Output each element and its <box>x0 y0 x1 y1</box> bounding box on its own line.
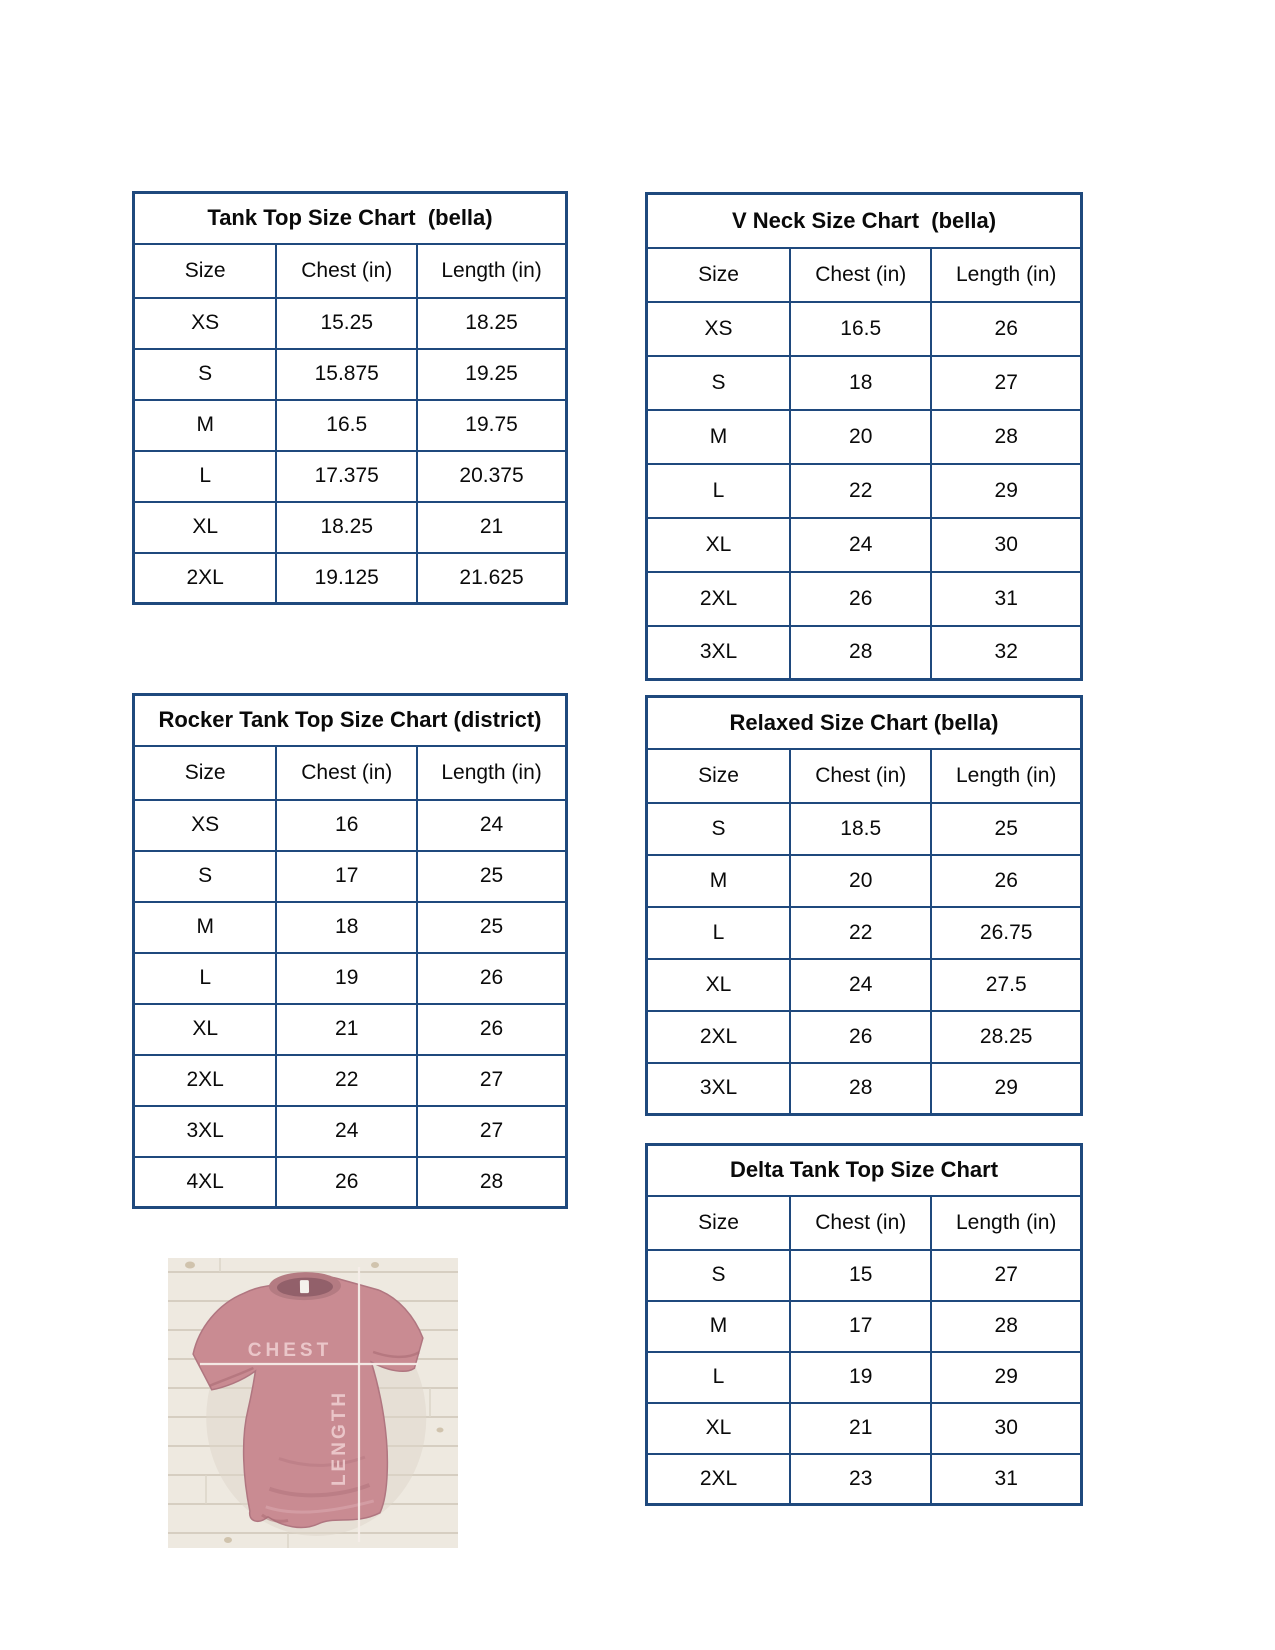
size-chart-table <box>645 695 1083 1116</box>
table-row <box>647 464 1082 518</box>
size-chart-table <box>132 693 568 1209</box>
table-cell: 22 <box>790 464 931 518</box>
table-cell: 23 <box>790 1454 931 1505</box>
chest-label: CHEST <box>247 1340 333 1361</box>
column-header: Length (in) <box>417 244 566 298</box>
table-cell: 26.75 <box>931 907 1081 959</box>
table-cell: 29 <box>931 464 1081 518</box>
table-cell: S <box>647 803 791 855</box>
table-row <box>647 907 1082 959</box>
table-header-row <box>647 749 1082 803</box>
table-cell: 16.5 <box>276 400 417 451</box>
table-cell: 15.875 <box>276 349 417 400</box>
table-cell: 3XL <box>647 1063 791 1115</box>
table-cell: 28 <box>790 1063 931 1115</box>
table-row <box>134 553 567 604</box>
table-cell: 16.5 <box>790 302 931 356</box>
table-cell: 24 <box>276 1106 417 1157</box>
table-header-row <box>134 244 567 298</box>
table-cell: 3XL <box>134 1106 277 1157</box>
table-cell: 2XL <box>647 1454 791 1505</box>
size-chart-relaxed-bella <box>645 695 1083 1116</box>
column-header: Chest (in) <box>790 1196 931 1250</box>
table-cell: XS <box>134 800 277 851</box>
table-cell: 28 <box>417 1157 566 1208</box>
table-cell: 26 <box>417 953 566 1004</box>
table-row <box>134 1055 567 1106</box>
table-row <box>647 356 1082 410</box>
table-row <box>647 959 1082 1011</box>
table-cell: 26 <box>790 1011 931 1063</box>
table-cell: 19.75 <box>417 400 566 451</box>
table-cell: 27 <box>931 356 1081 410</box>
column-header: Size <box>647 248 791 302</box>
table-cell: 22 <box>276 1055 417 1106</box>
table-cell: XS <box>134 298 277 349</box>
table-cell: 18 <box>276 902 417 953</box>
neck-label <box>300 1280 309 1293</box>
table-row <box>647 1063 1082 1115</box>
table-row <box>647 626 1082 680</box>
table-cell: XL <box>134 502 277 553</box>
size-chart-rocker-tank-district <box>132 693 568 1209</box>
table-cell: L <box>647 1352 791 1403</box>
table-cell: 26 <box>417 1004 566 1055</box>
size-chart-table <box>645 192 1083 681</box>
table-cell: 21 <box>276 1004 417 1055</box>
table-cell: 20 <box>790 410 931 464</box>
table-cell: 30 <box>931 518 1081 572</box>
table-cell: 28 <box>931 1301 1081 1352</box>
table-row <box>134 800 567 851</box>
table-cell: 2XL <box>134 1055 277 1106</box>
table-title-row <box>647 194 1082 248</box>
table-title: Tank Top Size Chart (bella) <box>134 193 567 244</box>
table-header-row <box>647 1196 1082 1250</box>
table-row <box>134 851 567 902</box>
column-header: Chest (in) <box>790 749 931 803</box>
column-header: Length (in) <box>931 749 1081 803</box>
table-cell: 18.25 <box>417 298 566 349</box>
table-row <box>647 1403 1082 1454</box>
table-cell: 24 <box>790 518 931 572</box>
table-cell: 17 <box>276 851 417 902</box>
table-cell: S <box>647 1250 791 1301</box>
table-cell: 24 <box>790 959 931 1011</box>
table-cell: M <box>134 400 277 451</box>
column-header: Size <box>647 1196 791 1250</box>
table-cell: 21.625 <box>417 553 566 604</box>
table-cell: 21 <box>790 1403 931 1454</box>
table-cell: M <box>647 410 791 464</box>
table-cell: 28.25 <box>931 1011 1081 1063</box>
table-row <box>647 1454 1082 1505</box>
table-row <box>134 349 567 400</box>
table-cell: XL <box>134 1004 277 1055</box>
table-row <box>647 1250 1082 1301</box>
table-row <box>647 1011 1082 1063</box>
table-cell: 19 <box>276 953 417 1004</box>
table-row <box>647 302 1082 356</box>
table-row <box>647 855 1082 907</box>
table-cell: 26 <box>931 302 1081 356</box>
table-cell: L <box>647 907 791 959</box>
table-cell: L <box>647 464 791 518</box>
table-cell: 28 <box>790 626 931 680</box>
column-header: Length (in) <box>931 248 1081 302</box>
table-title-row <box>647 697 1082 749</box>
table-cell: 19 <box>790 1352 931 1403</box>
table-cell: 27 <box>417 1055 566 1106</box>
table-cell: 15 <box>790 1250 931 1301</box>
table-cell: 25 <box>931 803 1081 855</box>
table-cell: L <box>134 451 277 502</box>
table-row <box>134 1157 567 1208</box>
table-row <box>134 902 567 953</box>
table-cell: 28 <box>931 410 1081 464</box>
table-row <box>134 451 567 502</box>
table-cell: 30 <box>931 1403 1081 1454</box>
table-cell: M <box>647 855 791 907</box>
size-chart-table <box>132 191 568 605</box>
table-cell: 26 <box>276 1157 417 1208</box>
column-header: Size <box>134 244 277 298</box>
table-cell: 20 <box>790 855 931 907</box>
size-chart-delta-tank-top <box>645 1143 1083 1506</box>
tshirt-measurement-image <box>168 1258 458 1548</box>
table-row <box>647 572 1082 626</box>
table-cell: 27 <box>417 1106 566 1157</box>
table-cell: 25 <box>417 851 566 902</box>
table-cell: 18.5 <box>790 803 931 855</box>
table-cell: 2XL <box>647 572 791 626</box>
table-row <box>134 953 567 1004</box>
table-title-row <box>134 695 567 746</box>
table-cell: 21 <box>417 502 566 553</box>
table-cell: 15.25 <box>276 298 417 349</box>
column-header: Length (in) <box>931 1196 1081 1250</box>
table-cell: 31 <box>931 1454 1081 1505</box>
table-row <box>647 1352 1082 1403</box>
table-cell: L <box>134 953 277 1004</box>
table-cell: S <box>647 356 791 410</box>
table-cell: S <box>134 851 277 902</box>
table-cell: XS <box>647 302 791 356</box>
table-cell: XL <box>647 518 791 572</box>
table-cell: 2XL <box>647 1011 791 1063</box>
table-row <box>647 1301 1082 1352</box>
table-cell: 26 <box>931 855 1081 907</box>
table-cell: M <box>647 1301 791 1352</box>
table-cell: 16 <box>276 800 417 851</box>
table-header-row <box>134 746 567 800</box>
table-cell: 32 <box>931 626 1081 680</box>
table-cell: 25 <box>417 902 566 953</box>
table-row <box>134 1106 567 1157</box>
size-chart-table <box>645 1143 1083 1506</box>
table-title-row <box>647 1145 1082 1196</box>
table-cell: 3XL <box>647 626 791 680</box>
table-cell: XL <box>647 1403 791 1454</box>
table-cell: 19.125 <box>276 553 417 604</box>
table-cell: 17 <box>790 1301 931 1352</box>
table-cell: M <box>134 902 277 953</box>
table-cell: 31 <box>931 572 1081 626</box>
column-header: Length (in) <box>417 746 566 800</box>
table-title: Delta Tank Top Size Chart <box>647 1145 1082 1196</box>
table-row <box>647 518 1082 572</box>
table-row <box>647 803 1082 855</box>
column-header: Chest (in) <box>790 248 931 302</box>
table-cell: XL <box>647 959 791 1011</box>
size-chart-v-neck-bella <box>645 192 1083 681</box>
table-cell: 17.375 <box>276 451 417 502</box>
tshirt-measurement-svg <box>168 1258 458 1548</box>
table-title: Relaxed Size Chart (bella) <box>647 697 1082 749</box>
column-header: Chest (in) <box>276 244 417 298</box>
table-row <box>134 298 567 349</box>
table-cell: 27 <box>931 1250 1081 1301</box>
table-header-row <box>647 248 1082 302</box>
column-header: Chest (in) <box>276 746 417 800</box>
table-cell: S <box>134 349 277 400</box>
column-header: Size <box>134 746 277 800</box>
table-cell: 22 <box>790 907 931 959</box>
table-cell: 19.25 <box>417 349 566 400</box>
table-title-row <box>134 193 567 244</box>
table-row <box>647 410 1082 464</box>
table-cell: 18.25 <box>276 502 417 553</box>
table-title: Rocker Tank Top Size Chart (district) <box>134 695 567 746</box>
table-cell: 29 <box>931 1352 1081 1403</box>
table-cell: 26 <box>790 572 931 626</box>
table-cell: 27.5 <box>931 959 1081 1011</box>
length-label: LENGTH <box>329 1389 350 1487</box>
column-header: Size <box>647 749 791 803</box>
table-cell: 4XL <box>134 1157 277 1208</box>
table-title: V Neck Size Chart (bella) <box>647 194 1082 248</box>
table-cell: 24 <box>417 800 566 851</box>
table-row <box>134 502 567 553</box>
table-cell: 18 <box>790 356 931 410</box>
table-row <box>134 400 567 451</box>
table-cell: 2XL <box>134 553 277 604</box>
table-cell: 20.375 <box>417 451 566 502</box>
table-row <box>134 1004 567 1055</box>
table-cell: 29 <box>931 1063 1081 1115</box>
size-chart-tank-top-bella <box>132 191 568 605</box>
